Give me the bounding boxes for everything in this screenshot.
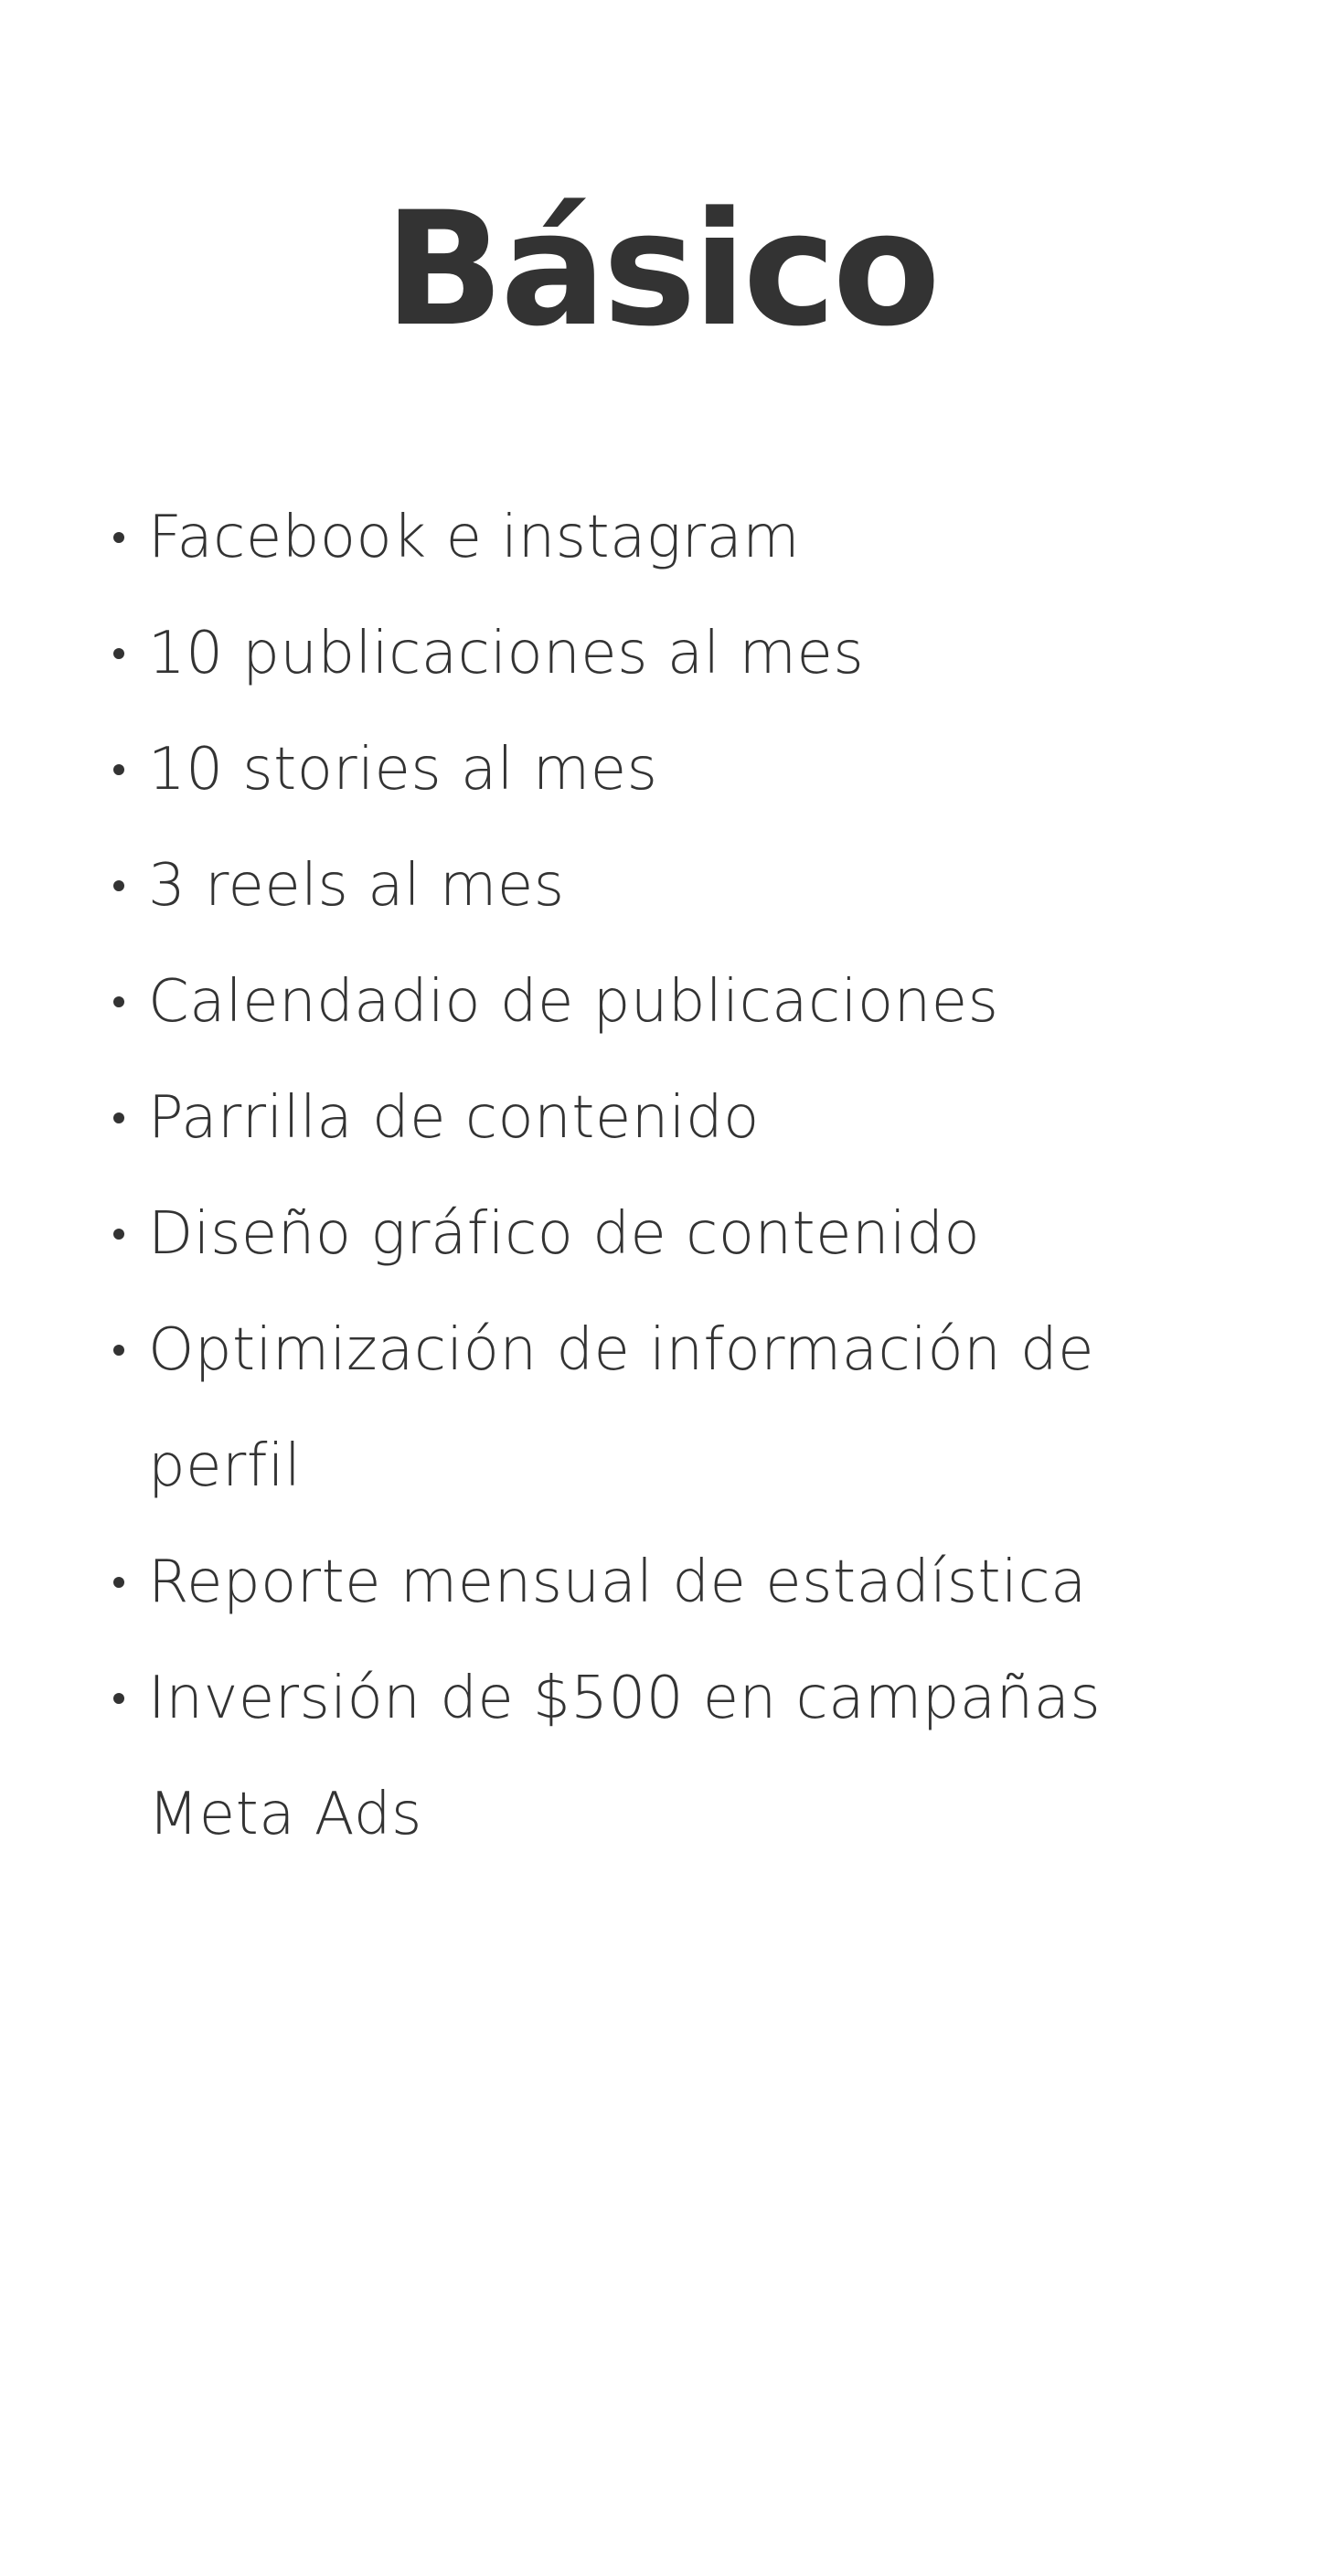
feature-item [0,1525,1321,1641]
feature-item [0,944,1321,1060]
bullet-icon [113,764,124,775]
feature-item [0,596,1321,712]
bullet-icon [113,1693,124,1704]
feature-item [0,828,1321,944]
feature-list [0,480,1321,1873]
feature-text: 10 stories al mes [148,736,658,804]
feature-text: Reporte mensual de estadística [148,1549,1087,1616]
feature-item [0,1060,1321,1176]
feature-item [0,1641,1321,1873]
feature-item [0,1293,1321,1525]
feature-text: 3 reels al mes [148,852,565,920]
bullet-icon [113,532,124,543]
feature-text: Calendadio de publicaciones [148,968,999,1036]
bullet-icon [113,1229,124,1240]
feature-text: 10 publicaciones al mes [148,620,865,687]
feature-item [0,1176,1321,1293]
feature-text: Inversión de $500 en campañas Meta Ads [148,1665,1102,1848]
feature-item [0,480,1321,596]
feature-text: Parrilla de contenido [148,1084,760,1152]
bullet-icon [113,880,124,891]
feature-text: Optimización de información de perfil [148,1316,1094,1500]
bullet-icon [113,1577,124,1588]
feature-text: Facebook e instagram [148,504,801,571]
bullet-icon [113,1345,124,1356]
plan-title: Básico [384,177,937,361]
feature-text: Diseño gráfico de contenido [148,1200,981,1268]
bullet-icon [113,996,124,1007]
bullet-icon [113,1112,124,1123]
feature-item [0,712,1321,828]
bullet-icon [113,648,124,659]
